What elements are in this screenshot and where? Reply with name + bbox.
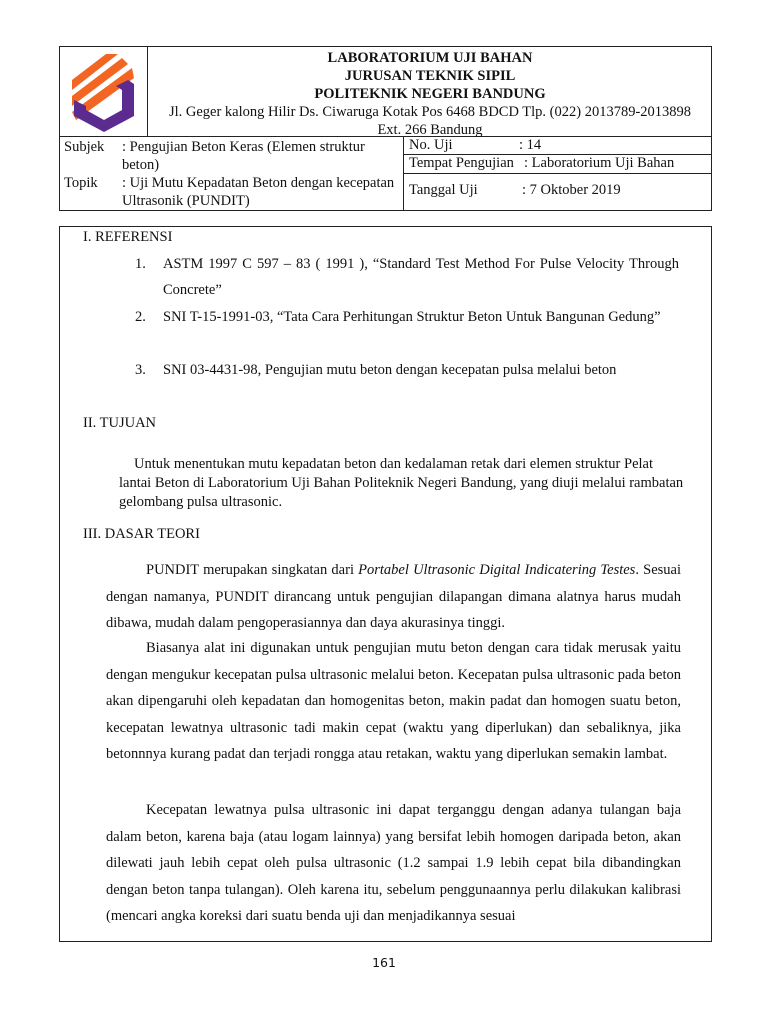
referensi-text: ASTM 1997 C 597 – 83 ( 1991 ), “Standard Test Method For Pulse Velocity Through Concrete”	[163, 256, 679, 298]
tujuan-heading: II. TUJUAN	[83, 415, 157, 431]
tanggal-value: : 7 Oktober 2019	[522, 182, 621, 198]
header-address-2: Ext. 266 Bandung	[377, 122, 483, 138]
dasar-teori-paragraph-2: Biasanya alat ini digunakan untuk pengujian mutu beton dengan cara tidak merusak yaitu dengan mengukur kecepatan pulsa ultrasonic melalui beton. Kecepatan pulsa ultrasonic pada beton akan dipengaruhi oleh kepadatan dan homogenitas beton, makin padat dan homogen suatu beton, kecepatan lewatnya ultrasonic tadi makin cepat (waktu yang diperlukan) dan sebaliknya, jika betonnnya kurang padat dan terjadi rongga atau retakan, waktu yang diperlukan semakin lambat.	[106, 640, 681, 762]
header-address-1: Jl. Geger kalong Hilir Ds. Ciwaruga Kotak Pos 6468 BDCD Tlp. (022) 2013789-2013898	[168, 104, 692, 120]
referensi-num: 1.	[135, 256, 146, 272]
page-number: 161	[372, 955, 396, 970]
referensi-num: 2.	[135, 309, 146, 325]
no-uji-row	[404, 137, 711, 155]
info-left	[60, 137, 404, 210]
referensi-text: SNI 03-4431-98, Pengujian mutu beton dengan kecepatan pulsa melalui beton	[163, 362, 617, 378]
referensi-heading: I. REFERENSI	[83, 229, 173, 245]
document-body	[59, 226, 712, 942]
dasar-teori-heading: III. DASAR TEORI	[83, 526, 200, 542]
document-header	[59, 46, 712, 137]
tanggal-label: Tanggal Uji	[409, 182, 478, 198]
dasar-teori-paragraph-3: Kecepatan lewatnya pulsa ultrasonic ini dapat terganggu dengan adanya tulangan baja dalam beton, karena baja (atau logam lainnya) yang bersifat lebih homogen daripada beton, akan dilewati jauh lebih cepat oleh pulsa ultrasonic (1.2 sampai 1.9 lebih cepat bila dibandingkan dengan beton tanpa tulangan). Oleh karena itu, sebelum penggunaannya perlu dilakukan kalibrasi (mencari angka koreksi dari suatu benda uji dan menjadikannya sesuai	[106, 802, 681, 924]
subjek-label: Subjek	[64, 139, 105, 155]
tanggal-row	[404, 174, 711, 210]
no-uji-value: : 14	[519, 137, 542, 153]
polban-logo-icon	[68, 50, 140, 134]
tempat-row	[404, 155, 711, 174]
no-uji-label: No. Uji	[409, 137, 453, 153]
dasar-teori-paragraph-1	[106, 557, 681, 637]
referensi-text: SNI T-15-1991-03, “Tata Cara Perhitungan Struktur Beton Untuk Bangunan Gedung”	[163, 309, 661, 325]
referensi-num: 3.	[135, 362, 146, 378]
topik-label: Topik	[64, 175, 98, 191]
logo-cell	[60, 47, 148, 136]
info-table	[59, 137, 712, 211]
p1-pre: PUNDIT merupakan singkatan dari	[146, 562, 359, 578]
p1-post: . Sesuai dengan namanya, PUNDIT dirancang untuk pengujian dilapangan dimana alatnya harus mudah dibawa, mudah dalam pengoperasiannya dan daya akurasinya tinggi.	[106, 562, 681, 631]
topik-value: : Uji Mutu Kepadatan Beton dengan kecepatan Ultrasonik (PUNDIT)	[122, 175, 395, 209]
subjek-value: : Pengujian Beton Keras (Elemen struktur beton)	[122, 139, 365, 173]
tujuan-paragraph: Untuk menentukan mutu kepadatan beton dan kedalaman retak dari elemen struktur Pelat lantai Beton di Laboratorium Uji Bahan Politeknik Negeri Bandung, yang diuji melalui rambatan gelombang pulsa ultrasonic.	[119, 456, 684, 510]
tempat-label: Tempat Pengujian	[409, 155, 514, 171]
header-line-3: POLITEKNIK NEGERI BANDUNG	[314, 86, 546, 102]
tempat-value: : Laboratorium Uji Bahan	[524, 155, 675, 171]
header-line-1: LABORATORIUM UJI BAHAN	[327, 50, 533, 66]
header-text	[149, 47, 711, 139]
info-right	[404, 137, 711, 210]
p1-italic: Portabel Ultrasonic Digital Indicatering Testes	[358, 562, 636, 578]
header-line-2: JURUSAN TEKNIK SIPIL	[344, 68, 516, 84]
